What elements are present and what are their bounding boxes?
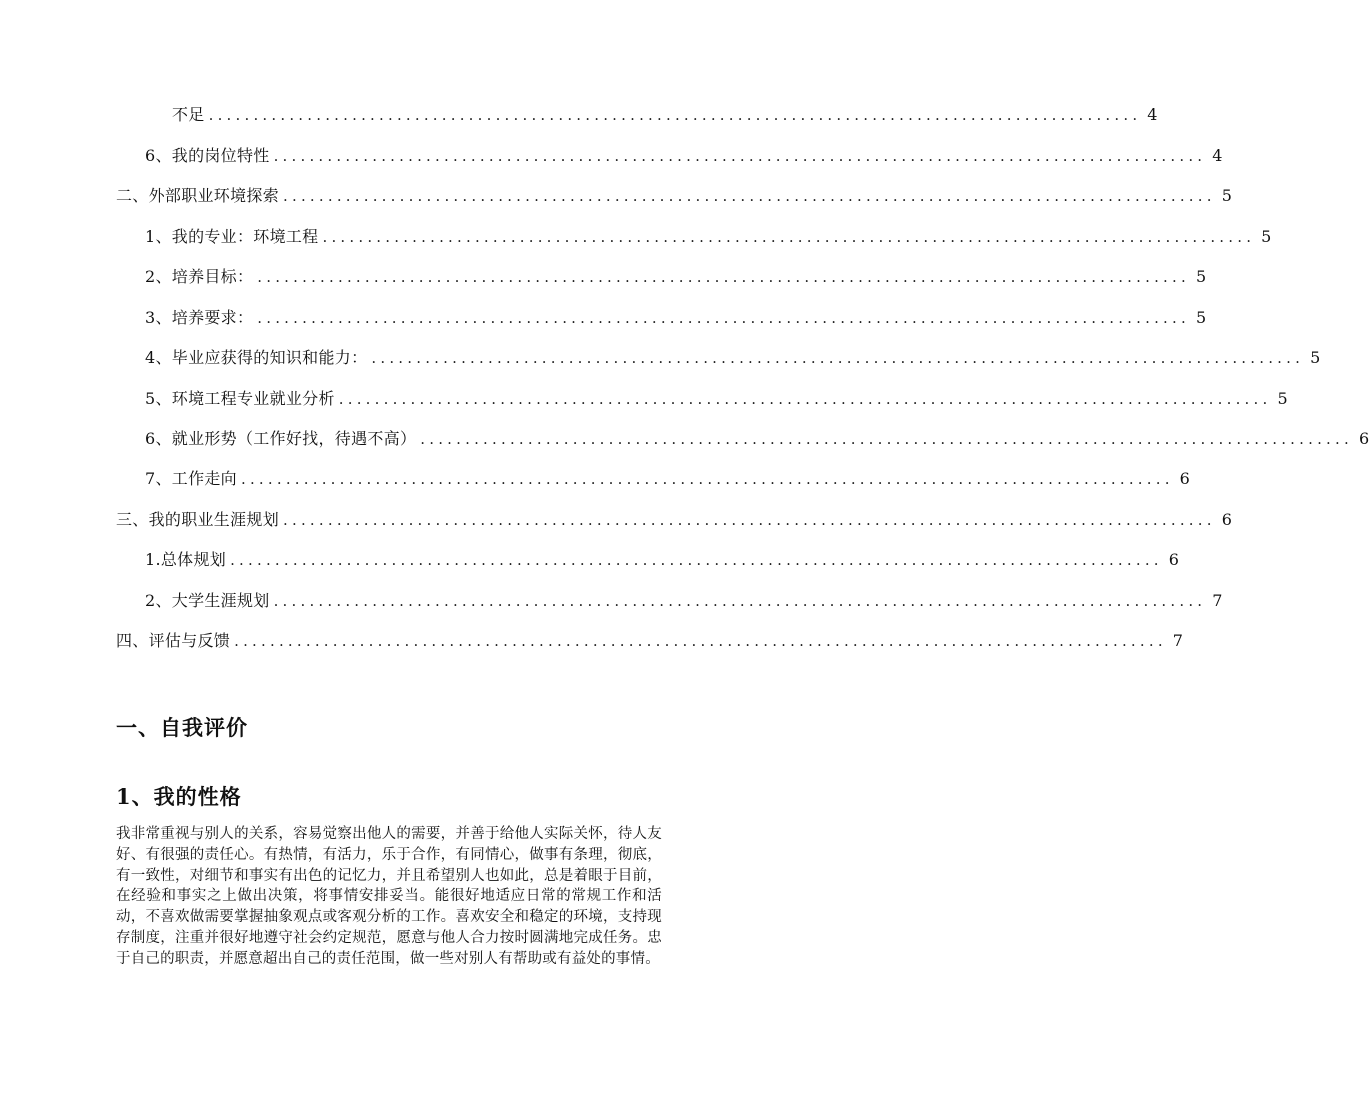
toc-entry-page: 5: [1195, 267, 1207, 286]
toc-entry-page: 6: [1358, 429, 1369, 448]
toc-entry[interactable]: [145, 265, 1207, 289]
toc-leader-dots: ........................................................................................................: [338, 390, 1272, 408]
toc-entry[interactable]: [145, 427, 1369, 451]
toc-entry[interactable]: [145, 589, 1223, 613]
toc-entry[interactable]: [116, 629, 1183, 653]
toc-leader-dots: ........................................................................................................: [322, 228, 1256, 246]
toc-entry-title: 四、评估与反馈: [116, 631, 231, 650]
toc-entry-title: 三、我的职业生涯规划: [116, 510, 280, 529]
toc-entry-title: 1.总体规划: [145, 550, 227, 569]
toc-leader-dots: ........................................................................................................: [257, 268, 1190, 286]
toc-entry-page: 5: [1195, 308, 1207, 327]
toc-entry-page: 5: [1277, 389, 1288, 408]
toc-entry-page: 5: [1221, 186, 1232, 205]
toc-entry[interactable]: [145, 225, 1272, 249]
toc-entry-page: 4: [1212, 146, 1223, 165]
toc-entry-page: 6: [1179, 469, 1190, 488]
toc-entry-title: 4、毕业应获得的知识和能力：: [145, 348, 368, 367]
toc-entry-title: 6、我的岗位特性: [145, 146, 270, 165]
toc-leader-dots: ........................................................................................................: [283, 511, 1216, 529]
toc-entry[interactable]: [116, 508, 1232, 532]
toc-entry-page: 5: [1261, 227, 1272, 246]
toc-leader-dots: ........................................................................................................: [273, 592, 1207, 610]
toc-entry[interactable]: [172, 103, 1158, 127]
toc-entry-title: 二、外部职业环境探索: [116, 186, 280, 205]
toc-entry-page: 6: [1168, 550, 1179, 569]
toc-leader-dots: ........................................................................................................: [257, 309, 1190, 327]
toc-entry[interactable]: [145, 387, 1288, 411]
toc-entry-title: 7、工作走向: [145, 469, 237, 488]
toc-leader-dots: ........................................................................................................: [283, 187, 1216, 205]
toc-leader-dots: ........................................................................................................: [240, 470, 1174, 488]
toc-entry[interactable]: [145, 306, 1207, 330]
toc-entry[interactable]: [145, 548, 1179, 572]
toc-entry[interactable]: [145, 467, 1190, 491]
toc-leader-dots: ........................................................................................................: [208, 106, 1142, 124]
toc-leader-dots: ........................................................................................................: [371, 349, 1305, 367]
toc-entry-title: 6、就业形势（工作好找，待遇不高）: [145, 429, 417, 448]
toc-entry-title: 2、大学生涯规划: [145, 591, 270, 610]
toc-entry-title: 2、培养目标：: [145, 267, 254, 286]
toc-entry-page: 5: [1310, 348, 1321, 367]
subsection-heading: 1、我的性格: [116, 784, 242, 809]
toc-leader-dots: ........................................................................................................: [230, 551, 1163, 569]
toc-entry-title: 不足: [172, 105, 205, 124]
toc-entry[interactable]: [116, 184, 1232, 208]
toc-leader-dots: ........................................................................................................: [420, 430, 1353, 448]
toc-entry-title: 3、培养要求：: [145, 308, 254, 327]
toc-entry-page: 7: [1212, 591, 1223, 610]
toc-entry-page: 7: [1172, 631, 1183, 650]
section-heading: 一、自我评价: [116, 715, 248, 740]
toc-entry[interactable]: [145, 346, 1321, 370]
toc-entry-title: 5、环境工程专业就业分析: [145, 389, 335, 408]
toc-leader-dots: ........................................................................................................: [234, 632, 1167, 650]
toc-entry[interactable]: [145, 144, 1223, 168]
toc-entry-title: 1、我的专业：环境工程: [145, 227, 319, 246]
toc-entry-page: 4: [1147, 105, 1158, 124]
toc-entry-page: 6: [1221, 510, 1232, 529]
body-paragraph: 我非常重视与别人的关系，容易觉察出他人的需要，并善于给他人实际关怀，待人友好、有很强的责任心。有热情，有活力，乐于合作，有同情心，做事有条理，彻底，有一致性，对细节和事实有出色的记忆力，并且希望别人也如此，总是着眼于目前，在经验和事实之上做出决策，将事情安排妥当。能很好地适应日常的常规工作和活动，不喜欢做需要掌握抽象观点或客观分析的工作。喜欢安全和稳定的环境，支持现存制度，注重并很好地遵守社会约定规范，愿意与他人合力按时圆满地完成任务。忠于自己的职责，并愿意超出自己的责任范围，做一些对别人有帮助或有益处的事情。: [116, 826, 662, 967]
toc-leader-dots: ........................................................................................................: [273, 147, 1207, 165]
